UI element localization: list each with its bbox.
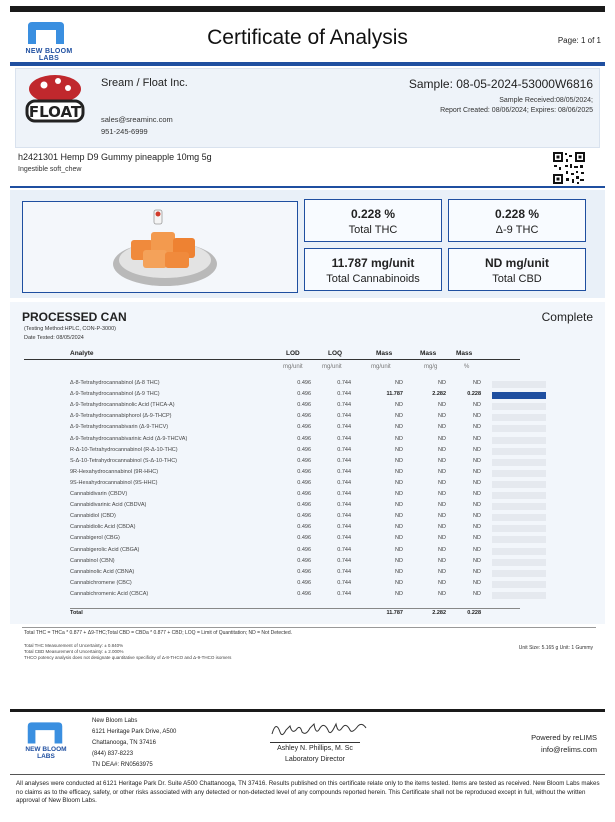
stat-value: ND mg/unit xyxy=(485,256,549,270)
mass-mg-unit: ND xyxy=(395,468,403,475)
header-divider xyxy=(10,62,605,66)
mass-percent: ND xyxy=(473,557,481,564)
loq-value: 0.744 xyxy=(337,402,351,409)
mass-percent: ND xyxy=(473,413,481,420)
table-row xyxy=(70,390,520,401)
mass-mg-unit: ND xyxy=(395,413,403,420)
uncertainty-cbd: Total CBD Measurement of Uncertainty: ± 2.000% xyxy=(24,649,124,654)
mass-mg-g: ND xyxy=(438,380,446,386)
mass-mg-unit: ND xyxy=(395,380,403,386)
unit-mass-2: mg/g xyxy=(424,364,438,370)
sample-id: Sample: 08-05-2024-53000W6816 xyxy=(408,77,593,91)
lab-name: New Bloom Labs xyxy=(92,718,138,724)
lod-value: 0.496 xyxy=(297,513,311,520)
section-title: PROCESSED CAN xyxy=(22,310,127,324)
product-divider xyxy=(10,186,605,188)
table-row xyxy=(70,512,520,523)
mass-mg-unit: ND xyxy=(395,424,403,431)
loq-value: 0.744 xyxy=(337,380,351,386)
stat-label: Total CBD xyxy=(492,273,542,285)
table-total-row xyxy=(70,608,520,618)
sample-received: Sample Received:08/05/2024; xyxy=(499,97,593,104)
loq-value: 0.744 xyxy=(337,513,351,520)
mass-mg-g: ND xyxy=(438,468,446,475)
lab-logo-text: NEW BLOOM LABS xyxy=(25,48,73,62)
unit-mass-3: % xyxy=(464,364,470,370)
col-lod: LOD xyxy=(286,350,300,357)
stat-label: Total THC xyxy=(348,224,398,236)
total-mass-2: 2.282 xyxy=(432,610,446,616)
lod-value: 0.496 xyxy=(297,435,311,442)
result-bar xyxy=(492,559,546,566)
analyte-name: Cannabichromene (CBC) xyxy=(70,579,132,586)
loq-value: 0.744 xyxy=(337,457,351,464)
col-analyte: Analyte xyxy=(70,350,94,357)
result-bar xyxy=(492,570,546,577)
result-bar xyxy=(492,503,546,510)
lod-value: 0.496 xyxy=(297,546,311,553)
col-loq: LOQ xyxy=(328,350,343,357)
gummy-plate-image-icon xyxy=(23,202,299,294)
mass-mg-unit: ND xyxy=(395,568,403,575)
col-mass-2: Mass xyxy=(420,350,437,357)
footer-lab-logo-icon xyxy=(22,720,68,744)
signature-line xyxy=(270,742,360,743)
mass-mg-g: 2.282 xyxy=(432,391,446,398)
mass-mg-g: ND xyxy=(438,579,446,586)
result-bar-fill xyxy=(492,392,546,399)
analyte-name: Cannabigerolic Acid (CBGA) xyxy=(70,546,140,553)
mass-mg-g: ND xyxy=(438,424,446,431)
table-row xyxy=(70,490,520,501)
total-label: Total xyxy=(70,610,83,616)
result-bar xyxy=(492,514,546,521)
analyte-name: 9S-Hexahydrocannabinol (9S-HHC) xyxy=(70,479,158,486)
lod-value: 0.496 xyxy=(297,468,311,475)
stat-value: 0.228 % xyxy=(494,207,540,221)
result-bar xyxy=(492,536,546,543)
notes-divider xyxy=(22,627,596,628)
unit-loq: mg/unit xyxy=(322,364,342,370)
mass-percent: ND xyxy=(473,446,481,453)
mass-percent: ND xyxy=(473,568,481,575)
mass-mg-unit: ND xyxy=(395,579,403,586)
mass-mg-unit: 11.787 xyxy=(386,391,403,398)
table-row xyxy=(70,590,520,601)
mass-percent: ND xyxy=(473,513,481,520)
loq-value: 0.744 xyxy=(337,502,351,509)
qr-code-icon xyxy=(552,151,586,185)
stat-value: 11.787 mg/unit xyxy=(331,256,415,270)
loq-value: 0.744 xyxy=(337,557,351,564)
mass-mg-unit: ND xyxy=(395,590,403,597)
loq-value: 0.744 xyxy=(337,479,351,486)
mass-percent: ND xyxy=(473,535,481,542)
footer-lab-logo-text: NEW BLOOM LABS xyxy=(25,746,67,760)
float-mushroom-logo-icon xyxy=(22,73,88,127)
mass-mg-unit: ND xyxy=(395,524,403,531)
loq-value: 0.744 xyxy=(337,413,351,420)
mass-mg-g: ND xyxy=(438,568,446,575)
mass-percent: ND xyxy=(473,424,481,431)
float-logo-text: FLOAT xyxy=(28,103,82,121)
lod-value: 0.496 xyxy=(297,457,311,464)
table-row xyxy=(70,468,520,479)
mass-mg-g: ND xyxy=(438,446,446,453)
lod-value: 0.496 xyxy=(297,579,311,586)
signer-title: Laboratory Director xyxy=(285,756,345,763)
mass-percent: ND xyxy=(473,579,481,586)
mass-percent: ND xyxy=(473,524,481,531)
stat-delta9-thc xyxy=(448,199,586,242)
result-bar xyxy=(492,548,546,555)
loq-value: 0.744 xyxy=(337,391,351,398)
col-mass-3: Mass xyxy=(456,350,473,357)
table-row xyxy=(70,523,520,534)
mass-percent: ND xyxy=(473,468,481,475)
table-row xyxy=(70,568,520,579)
product-name: h2421301 Hemp D9 Gummy pineapple 10mg 5g xyxy=(18,152,212,162)
table-row xyxy=(70,479,520,490)
stat-value: 0.228 % xyxy=(350,207,396,221)
mass-mg-g: ND xyxy=(438,590,446,597)
analyte-name: Cannabidiolic Acid (CBDA) xyxy=(70,524,136,531)
lod-value: 0.496 xyxy=(297,524,311,531)
table-row xyxy=(70,379,520,390)
mass-mg-unit: ND xyxy=(395,435,403,442)
result-bar xyxy=(492,481,546,488)
result-bar xyxy=(492,448,546,455)
lod-value: 0.496 xyxy=(297,502,311,509)
page-title: Certificate of Analysis xyxy=(207,26,408,49)
mass-percent: ND xyxy=(473,546,481,553)
analyte-name: Δ-9-Tetrahydrocannabivarinic Acid (Δ-9-THCVA) xyxy=(70,435,188,442)
result-bar xyxy=(492,437,546,444)
mass-mg-unit: ND xyxy=(395,446,403,453)
mass-mg-unit: ND xyxy=(395,457,403,464)
table-header xyxy=(24,347,520,360)
mass-percent: ND xyxy=(473,590,481,597)
mass-mg-unit: ND xyxy=(395,557,403,564)
analyte-name: Cannabidivarin (CBDV) xyxy=(70,491,128,497)
testing-method: (Testing Method:HPLC, CON-P-3000) xyxy=(24,326,117,332)
analyte-name: Cannabidivarinic Acid (CBDVA) xyxy=(70,502,147,509)
loq-value: 0.744 xyxy=(337,446,351,453)
mass-percent: ND xyxy=(473,502,481,509)
analyte-name: Δ-9-Tetrahydrocannabiphorol (Δ-9-THCP) xyxy=(70,413,172,420)
result-bar xyxy=(492,381,546,388)
table-row xyxy=(70,401,520,412)
client-phone: 951-245-6999 xyxy=(101,127,148,136)
mass-percent: 0.228 xyxy=(467,391,481,398)
mass-percent: ND xyxy=(473,491,481,497)
lab-city: Chattanooga, TN 37416 xyxy=(92,740,156,746)
loq-value: 0.744 xyxy=(337,491,351,497)
mass-mg-unit: ND xyxy=(395,535,403,542)
analyte-name: Cannabichromenic Acid (CBCA) xyxy=(70,590,149,597)
total-mass-1: 11.787 xyxy=(386,610,403,616)
loq-value: 0.744 xyxy=(337,468,351,475)
mass-mg-unit: ND xyxy=(395,546,403,553)
analyte-name: S-Δ-10-Tetrahydrocannabinol (S-Δ-10-THC) xyxy=(70,457,177,464)
uncertainty-thc: Total THC Measurement of Uncertainty: ± 0.840% xyxy=(24,643,124,648)
col-mass-1: Mass xyxy=(376,350,393,357)
analyte-name: Δ-9-Tetrahydrocannabinol (Δ-9 THC) xyxy=(70,391,160,398)
loq-value: 0.744 xyxy=(337,435,351,442)
section-status: Complete xyxy=(541,310,593,324)
date-tested: Date Tested: 08/05/2024 xyxy=(24,335,84,341)
analyte-name: Δ-8-Tetrahydrocannabinol (Δ-8 THC) xyxy=(70,380,160,386)
mass-mg-unit: ND xyxy=(395,502,403,509)
lod-value: 0.496 xyxy=(297,535,311,542)
result-bar xyxy=(492,592,546,599)
mass-mg-g: ND xyxy=(438,457,446,464)
loq-value: 0.744 xyxy=(337,424,351,431)
analyte-name: Δ-9-Tetrahydrocannabinolic Acid (THCA-A) xyxy=(70,402,175,409)
lod-value: 0.496 xyxy=(297,446,311,453)
lab-dea: TN DEA#: RN0563975 xyxy=(92,762,153,768)
mass-mg-unit: ND xyxy=(395,402,403,409)
product-type: Ingestible soft_chew xyxy=(18,166,82,173)
lab-phone: (844) 837-8223 xyxy=(92,751,134,757)
mass-percent: ND xyxy=(473,402,481,409)
table-row xyxy=(70,534,520,545)
footer-rule xyxy=(10,709,605,712)
result-bar xyxy=(492,403,546,410)
result-bar xyxy=(492,425,546,432)
mass-percent: ND xyxy=(473,457,481,464)
signer-name: Ashley N. Phillips, M. Sc xyxy=(277,745,353,752)
loq-value: 0.744 xyxy=(337,524,351,531)
mass-mg-unit: ND xyxy=(395,491,403,497)
client-name: Sream / Float Inc. xyxy=(101,77,188,89)
table-row xyxy=(70,457,520,468)
mass-mg-g: ND xyxy=(438,413,446,420)
powered-email: info@relims.com xyxy=(541,745,597,754)
mass-percent: ND xyxy=(473,380,481,386)
table-row xyxy=(70,557,520,568)
table-row xyxy=(70,579,520,590)
mass-mg-g: ND xyxy=(438,502,446,509)
loq-value: 0.744 xyxy=(337,579,351,586)
stat-total-thc xyxy=(304,199,442,242)
lod-value: 0.496 xyxy=(297,402,311,409)
table-row xyxy=(70,412,520,423)
mass-mg-g: ND xyxy=(438,513,446,520)
mass-mg-g: ND xyxy=(438,491,446,497)
lod-value: 0.496 xyxy=(297,590,311,597)
lod-value: 0.496 xyxy=(297,568,311,575)
total-mass-3: 0.228 xyxy=(467,610,481,616)
result-bar xyxy=(492,470,546,477)
analyte-name: Cannabinolic Acid (CBNA) xyxy=(70,568,135,575)
lod-value: 0.496 xyxy=(297,391,311,398)
result-bar xyxy=(492,414,546,421)
powered-by: Powered by reLIMS xyxy=(531,733,597,742)
stat-total-cannabinoids xyxy=(304,248,442,291)
table-row xyxy=(70,501,520,512)
lod-value: 0.496 xyxy=(297,479,311,486)
stat-total-cbd xyxy=(448,248,586,291)
unit-size: Unit Size: 5.165 g Unit: 1 Gummy xyxy=(518,645,593,651)
disclaimer-divider xyxy=(10,774,605,775)
formula-note: Total THC = THCa * 0.877 + Δ9-THC;Total CBD = CBDa * 0.877 + CBD; LOQ = Limit of Quantitation; ND = Not Detected. xyxy=(24,630,292,636)
client-email: sales@sreaminc.com xyxy=(101,115,173,124)
mass-percent: ND xyxy=(473,435,481,442)
mass-mg-g: ND xyxy=(438,524,446,531)
page-header xyxy=(10,18,605,62)
unit-mass-1: mg/unit xyxy=(371,364,391,370)
loq-value: 0.744 xyxy=(337,546,351,553)
analyte-name: Δ-9-Tetrahydrocannabivarin (Δ-9-THCV) xyxy=(70,424,169,431)
mass-mg-g: ND xyxy=(438,557,446,564)
analyte-name: Cannabinol (CBN) xyxy=(70,557,115,564)
mass-mg-g: ND xyxy=(438,435,446,442)
analyte-name: Cannabigerol (CBG) xyxy=(70,535,120,542)
thco-note: THCO potency analysis does not designate quantitative specificity of Δ-8-THCO and Δ-9-THCO isomers xyxy=(24,655,232,660)
disclaimer: All analyses were conducted at 6121 Heritage Park Dr. Suite A500 Chattanooga, TN 37416. Results published on this certificate relate only to the items tested. Items are tested as received. New Bloom Labs makes no claims as to the efficacy, safety, or other risks associated with any detected or non-detected level of any compounds reported herein. This Certificate shall not be reproduced except in full, without the written approval of New Bloom Labs. xyxy=(16,780,600,804)
lod-value: 0.496 xyxy=(297,557,311,564)
lod-value: 0.496 xyxy=(297,424,311,431)
signature-icon xyxy=(266,716,376,742)
unit-lod: mg/unit xyxy=(283,364,303,370)
lod-value: 0.496 xyxy=(297,491,311,497)
loq-value: 0.744 xyxy=(337,590,351,597)
result-bar xyxy=(492,392,546,399)
stat-label: Δ-9 THC xyxy=(495,224,539,236)
result-bar xyxy=(492,492,546,499)
analyte-name: Cannabidiol (CBD) xyxy=(70,513,116,520)
result-bar xyxy=(492,581,546,588)
report-dates: Report Created: 08/06/2024; Expires: 08/06/2025 xyxy=(440,107,593,114)
mass-mg-g: ND xyxy=(438,535,446,542)
lod-value: 0.496 xyxy=(297,380,311,386)
lab-street: 6121 Heritage Park Drive, A500 xyxy=(92,729,177,735)
analyte-name: 9R-Hexahydrocannabinol (9R-HHC) xyxy=(70,468,159,475)
mass-mg-unit: ND xyxy=(395,479,403,486)
mass-mg-g: ND xyxy=(438,546,446,553)
mass-percent: ND xyxy=(473,479,481,486)
stat-label: Total Cannabinoids xyxy=(326,273,420,285)
result-bar xyxy=(492,459,546,466)
loq-value: 0.744 xyxy=(337,568,351,575)
mass-mg-g: ND xyxy=(438,479,446,486)
client-info-panel xyxy=(15,68,600,148)
result-bar xyxy=(492,525,546,532)
loq-value: 0.744 xyxy=(337,535,351,542)
product-photo xyxy=(22,201,298,293)
table-row xyxy=(70,423,520,434)
lod-value: 0.496 xyxy=(297,413,311,420)
analyte-name: R-Δ-10-Tetrahydrocannabinol (R-Δ-10-THC) xyxy=(70,446,178,453)
mass-mg-g: ND xyxy=(438,402,446,409)
table-row xyxy=(70,446,520,457)
table-row xyxy=(70,546,520,557)
mass-mg-unit: ND xyxy=(395,513,403,520)
table-units xyxy=(24,362,520,374)
top-rule xyxy=(10,6,605,12)
table-row xyxy=(70,435,520,446)
page-number: Page: 1 of 1 xyxy=(557,36,601,45)
